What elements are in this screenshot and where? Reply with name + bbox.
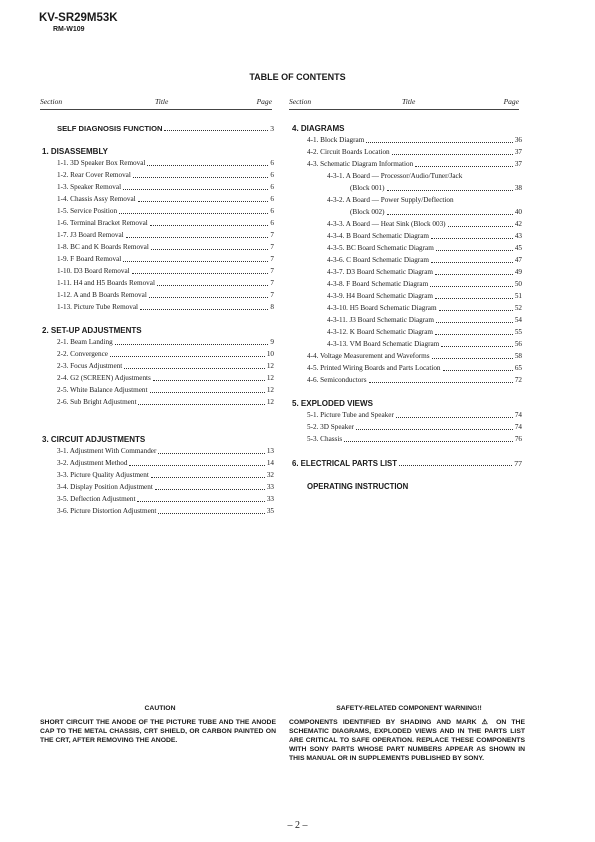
model-number: KV-SR29M53K xyxy=(39,12,118,24)
toc-page: 7 xyxy=(270,279,274,287)
toc-label: 1-12. A and B Boards Removal xyxy=(57,291,147,299)
toc-self-diagnosis[interactable] xyxy=(57,124,274,133)
toc-label: 1-13. Picture Tube Removal xyxy=(57,303,139,311)
toc-page: 7 xyxy=(270,243,274,251)
toc-entry[interactable] xyxy=(307,423,522,432)
section-heading-circuit: 3. CIRCUIT ADJUSTMENTS xyxy=(42,435,146,444)
toc-label: 1-7. J3 Board Removal xyxy=(57,231,124,239)
leader-dots xyxy=(123,189,268,190)
leader-dots xyxy=(123,261,268,262)
toc-page: 74 xyxy=(514,411,522,419)
toc-page: 33 xyxy=(266,495,274,503)
toc-entry[interactable] xyxy=(327,220,522,229)
toc-page: 14 xyxy=(266,459,274,467)
toc-label: 2-6. Sub Bright Adjustment xyxy=(57,398,137,406)
toc-label: 2-5. White Balance Adjustment xyxy=(57,386,148,394)
leader-dots xyxy=(151,477,265,478)
section-header: Section xyxy=(289,97,312,106)
toc-page: 9 xyxy=(270,338,274,346)
toc-label: 4-3-1. A Board — Processor/Audio/Tuner/Jack xyxy=(327,172,463,180)
toc-entry[interactable] xyxy=(307,364,522,373)
toc-label: 1-11. H4 and H5 Boards Removal xyxy=(57,279,155,287)
toc-entry[interactable] xyxy=(57,374,274,383)
toc-label: 4-3-11. J3 Board Schematic Diagram xyxy=(327,316,434,324)
leader-dots xyxy=(431,238,513,239)
toc-entry[interactable] xyxy=(57,447,274,456)
toc-label: 1-9. F Board Removal xyxy=(57,255,122,263)
toc-label: 4-5. Printed Wiring Boards and Parts Location xyxy=(307,364,441,372)
title-header: Title xyxy=(402,97,416,106)
toc-entry[interactable] xyxy=(57,350,274,359)
toc-page: 12 xyxy=(266,398,274,406)
toc-entry[interactable] xyxy=(307,136,522,145)
toc-entry[interactable] xyxy=(327,340,522,349)
toc-entry[interactable] xyxy=(57,195,274,204)
toc-page: 56 xyxy=(514,340,522,348)
toc-entry[interactable] xyxy=(57,267,274,276)
toc-label: 4-3-13. VM Board Schematic Diagram xyxy=(327,340,440,348)
toc-entry[interactable] xyxy=(350,208,522,217)
toc-page: 6 xyxy=(270,159,274,167)
toc-label: 1-2. Rear Cover Removal xyxy=(57,171,131,179)
leader-dots xyxy=(366,142,513,143)
toc-page: 51 xyxy=(514,292,522,300)
toc-operating-instruction[interactable]: OPERATING INSTRUCTION xyxy=(307,482,409,491)
leader-dots xyxy=(119,213,268,214)
toc-label: SELF DIAGNOSIS FUNCTION xyxy=(57,124,163,133)
toc-entry[interactable] xyxy=(327,328,522,337)
toc-page: 7 xyxy=(270,267,274,275)
toc-entry[interactable] xyxy=(57,398,274,407)
toc-label: 1-3. Speaker Removal xyxy=(57,183,122,191)
toc-entry[interactable] xyxy=(57,219,274,228)
leader-dots xyxy=(150,225,269,226)
page-header: Page xyxy=(503,97,519,106)
toc-entry[interactable] xyxy=(350,184,522,193)
toc-label: 4-3-7. D3 Board Schematic Diagram xyxy=(327,268,433,276)
toc-page: 47 xyxy=(514,256,522,264)
toc-label: 4-2. Circuit Boards Location xyxy=(307,148,390,156)
toc-label: 3-1. Adjustment With Commander xyxy=(57,447,157,455)
toc-page: 40 xyxy=(514,208,522,216)
toc-entry[interactable] xyxy=(327,280,522,289)
toc-page: 76 xyxy=(514,435,522,443)
section-header: Section xyxy=(40,97,63,106)
toc-page: 38 xyxy=(514,184,522,192)
toc-page: 7 xyxy=(270,255,274,263)
toc-page: 77 xyxy=(514,459,522,468)
remote-model: RM-W109 xyxy=(53,26,85,33)
toc-entry-line1 xyxy=(327,172,522,181)
toc-entry[interactable] xyxy=(57,183,274,192)
toc-entry[interactable] xyxy=(57,255,274,264)
toc-entry[interactable] xyxy=(57,291,274,300)
toc-label: 5-2. 3D Speaker xyxy=(307,423,354,431)
toc-entry[interactable] xyxy=(327,304,522,313)
leader-dots xyxy=(129,465,264,466)
toc-label: 4-1. Block Diagram xyxy=(307,136,365,144)
leader-dots xyxy=(431,262,513,263)
leader-dots xyxy=(439,310,513,311)
toc-label: 2-4. G2 (SCREEN) Adjustments xyxy=(57,374,151,382)
toc-label: 4-3-2. A Board — Power Supply/Deflection xyxy=(327,196,454,204)
toc-page: 6 xyxy=(270,171,274,179)
toc-label: 4-3-4. B Board Schematic Diagram xyxy=(327,232,429,240)
toc-entry[interactable] xyxy=(57,231,274,240)
page-title: TABLE OF CONTENTS xyxy=(249,72,346,82)
leader-dots xyxy=(344,441,513,442)
toc-entry[interactable] xyxy=(327,268,522,277)
toc-label: 3-4. Display Position Adjustment xyxy=(57,483,153,491)
right-column-header xyxy=(289,97,519,110)
toc-label: 1-10. D3 Board Removal xyxy=(57,267,130,275)
leader-dots xyxy=(149,297,269,298)
leader-dots xyxy=(137,501,264,502)
toc-label: 1-4. Chassis Assy Removal xyxy=(57,195,136,203)
leader-dots xyxy=(138,404,264,405)
toc-page: 36 xyxy=(514,136,522,144)
toc-label: 4-3-12. K Board Schematic Diagram xyxy=(327,328,433,336)
toc-page: 45 xyxy=(514,244,522,252)
toc-label: 4-4. Voltage Measurement and Waveforms xyxy=(307,352,430,360)
toc-label: 4-3. Schematic Diagram Information xyxy=(307,160,414,168)
toc-entry[interactable] xyxy=(327,316,522,325)
toc-label: 4-6. Semiconductors xyxy=(307,376,367,384)
toc-page: 37 xyxy=(514,148,522,156)
toc-entry[interactable] xyxy=(307,148,522,157)
toc-label: 3-2. Adjustment Method xyxy=(57,459,128,467)
toc-entry[interactable] xyxy=(57,483,274,492)
leader-dots xyxy=(147,165,268,166)
toc-label: 1-1. 3D Speaker Box Removal xyxy=(57,159,146,167)
leader-dots xyxy=(110,356,265,357)
leader-dots xyxy=(133,177,269,178)
toc-label: 6. ELECTRICAL PARTS LIST xyxy=(292,459,397,468)
toc-entry[interactable] xyxy=(307,352,522,361)
toc-page: 7 xyxy=(270,231,274,239)
toc-page: 3 xyxy=(270,124,274,133)
leader-dots xyxy=(164,130,268,131)
toc-label: 4-3-9. H4 Board Schematic Diagram xyxy=(327,292,433,300)
toc-label: 4-3-3. A Board — Heat Sink (Block 003) xyxy=(327,220,446,228)
toc-entry[interactable] xyxy=(307,435,522,444)
leader-dots xyxy=(387,214,513,215)
toc-page: 72 xyxy=(514,376,522,384)
toc-page: 43 xyxy=(514,232,522,240)
toc-label: 2-1. Beam Landing xyxy=(57,338,113,346)
toc-page: 13 xyxy=(266,447,274,455)
toc-page: 33 xyxy=(266,483,274,491)
toc-entry[interactable] xyxy=(57,471,274,480)
toc-label: (Block 001) xyxy=(350,184,385,192)
leader-dots xyxy=(443,370,513,371)
leader-dots xyxy=(435,334,513,335)
toc-page: 37 xyxy=(514,160,522,168)
toc-entry[interactable] xyxy=(307,411,522,420)
toc-entry[interactable] xyxy=(327,244,522,253)
leader-dots xyxy=(155,489,265,490)
toc-page: 10 xyxy=(266,350,274,358)
leader-dots xyxy=(115,344,269,345)
toc-page: 12 xyxy=(266,386,274,394)
leader-dots xyxy=(158,453,264,454)
leader-dots xyxy=(151,249,269,250)
leader-dots xyxy=(396,417,513,418)
toc-page: 49 xyxy=(514,268,522,276)
section-heading-exploded: 5. EXPLODED VIEWS xyxy=(292,399,373,408)
leader-dots xyxy=(435,298,513,299)
toc-page: 35 xyxy=(266,507,274,515)
toc-label: 3-6. Picture Distortion Adjustment xyxy=(57,507,157,515)
toc-entry[interactable] xyxy=(327,232,522,241)
leader-dots xyxy=(157,285,268,286)
leader-dots xyxy=(430,286,513,287)
toc-page: 54 xyxy=(514,316,522,324)
toc-entry[interactable] xyxy=(327,292,522,301)
toc-entry[interactable] xyxy=(57,207,274,216)
toc-label: (Block 002) xyxy=(350,208,385,216)
toc-entry[interactable] xyxy=(57,459,274,468)
toc-page: 58 xyxy=(514,352,522,360)
leader-dots xyxy=(399,465,512,466)
section-heading-diagrams: 4. DIAGRAMS xyxy=(292,124,345,133)
safety-warning-body: COMPONENTS IDENTIFIED BY SHADING AND MARK ⚠ ON THE SCHEMATIC DIAGRAMS, EXPLODED VIEWS AND IN THE PARTS LIST ARE CRITICAL TO SAFE OPERATION. REPLACE THESE COMPONENTS WITH SONY PARTS WHOSE PART NUMBERS APPEAR AS SHOWN IN THIS MANUAL OR IN SUPPLEMENTS PUBLISHED BY SONY. xyxy=(289,719,525,762)
leader-dots xyxy=(387,190,513,191)
title-header: Title xyxy=(155,97,169,106)
leader-dots xyxy=(432,358,513,359)
leader-dots xyxy=(138,201,269,202)
toc-page: 6 xyxy=(270,183,274,191)
leader-dots xyxy=(153,380,265,381)
toc-label: 1-5. Service Position xyxy=(57,207,118,215)
toc-label: 5-1. Picture Tube and Speaker xyxy=(307,411,394,419)
toc-page: 42 xyxy=(514,220,522,228)
leader-dots xyxy=(356,429,513,430)
toc-entry[interactable] xyxy=(57,279,274,288)
caution-body: SHORT CIRCUIT THE ANODE OF THE PICTURE TUBE AND THE ANODE CAP TO THE METAL CHASSIS, CRT SHIELD, OR CARBON PAINTED ON THE CRT, AFTER REMOVING THE ANODE. xyxy=(40,719,276,744)
toc-label: 4-3-5. BC Board Schematic Diagram xyxy=(327,244,434,252)
leader-dots xyxy=(448,226,513,227)
toc-page: 52 xyxy=(514,304,522,312)
toc-label: 3-3. Picture Quality Adjustment xyxy=(57,471,149,479)
leader-dots xyxy=(158,513,264,514)
leader-dots xyxy=(415,166,513,167)
toc-page: 65 xyxy=(514,364,522,372)
toc-entry-line1 xyxy=(327,196,522,205)
toc-entry[interactable] xyxy=(57,159,274,168)
leader-dots xyxy=(435,274,513,275)
toc-label: 2-3. Focus Adjustment xyxy=(57,362,123,370)
toc-entry[interactable] xyxy=(57,171,274,180)
toc-page: 6 xyxy=(270,207,274,215)
toc-electrical-parts-list[interactable] xyxy=(292,458,522,468)
toc-entry[interactable] xyxy=(57,243,274,252)
page-number: – 2 – xyxy=(287,820,308,831)
toc-entry[interactable] xyxy=(307,376,522,385)
toc-label: 4-3-10. H5 Board Schematic Diagram xyxy=(327,304,437,312)
leader-dots xyxy=(369,382,513,383)
section-heading-setup: 2. SET-UP ADJUSTMENTS xyxy=(42,326,142,335)
toc-label: 4-3-8. F Board Schematic Diagram xyxy=(327,280,429,288)
leader-dots xyxy=(441,346,513,347)
toc-entry[interactable] xyxy=(327,256,522,265)
toc-label: 1-6. Terminal Bracket Removal xyxy=(57,219,148,227)
leader-dots xyxy=(126,237,269,238)
toc-label: 5-3. Chassis xyxy=(307,435,343,443)
toc-label: 3-5. Deflection Adjustment xyxy=(57,495,136,503)
toc-page: 6 xyxy=(270,219,274,227)
toc-entry[interactable] xyxy=(57,338,274,347)
toc-entry[interactable] xyxy=(57,386,274,395)
toc-entry[interactable] xyxy=(57,507,274,516)
page-header: Page xyxy=(256,97,272,106)
toc-page: 7 xyxy=(270,291,274,299)
toc-label: 2-2. Convergence xyxy=(57,350,108,358)
caution-heading: CAUTION xyxy=(144,705,176,712)
leader-dots xyxy=(140,309,268,310)
leader-dots xyxy=(124,368,265,369)
toc-label: 1-8. BC and K Boards Removal xyxy=(57,243,149,251)
section-heading-disassembly: 1. DISASSEMBLY xyxy=(42,147,108,156)
leader-dots xyxy=(392,154,513,155)
leader-dots xyxy=(150,392,265,393)
toc-page: 50 xyxy=(514,280,522,288)
toc-entry[interactable] xyxy=(57,495,274,504)
toc-entry[interactable] xyxy=(57,362,274,371)
toc-page: 12 xyxy=(266,362,274,370)
toc-entry[interactable] xyxy=(57,303,274,312)
toc-page: 12 xyxy=(266,374,274,382)
toc-entry[interactable] xyxy=(307,160,522,169)
toc-page: 6 xyxy=(270,195,274,203)
toc-label: 4-3-6. C Board Schematic Diagram xyxy=(327,256,429,264)
left-column-header xyxy=(40,97,272,110)
leader-dots xyxy=(436,250,513,251)
toc-page: 55 xyxy=(514,328,522,336)
safety-warning-heading: SAFETY-RELATED COMPONENT WARNING!! xyxy=(336,705,482,712)
toc-page: 74 xyxy=(514,423,522,431)
leader-dots xyxy=(436,322,513,323)
leader-dots xyxy=(132,273,269,274)
toc-page: 32 xyxy=(266,471,274,479)
toc-page: 8 xyxy=(270,303,274,311)
